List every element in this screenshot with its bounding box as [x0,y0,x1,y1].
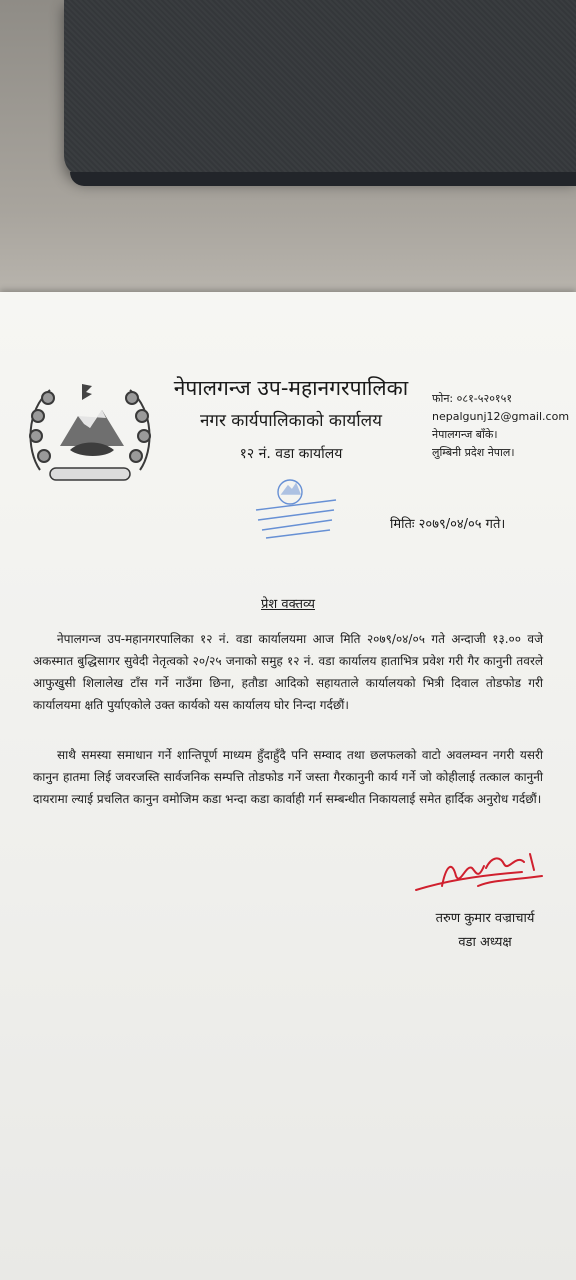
contact-block [432,390,572,462]
nepal-emblem-icon [20,370,160,498]
press-release-document [0,292,576,1280]
contact-email: nepalgunj12@gmail.com [432,410,570,423]
issue-date: मितिः २०७९/०४/०५ गते। [390,517,506,532]
handwritten-signature-icon [412,846,552,898]
paragraph-1: नेपालगन्ज उप-महानगरपालिका १२ नं. वडा कार्यालयमा आज मिति २०७९/०४/०५ गते अन्दाजी १३.०० वजे अकस्मात बुद्धिसागर सुवेदी नेतृत्वको २०/२५ जनाको समुह १२ नं. वडा कार्यालय हाताभित्र प्रवेश गरी गैर कानुनी तवरले आफुखुसी शिलालेख टाँस गर्ने नाउँमा छिना, हतौडा आदिको सहायताले कार्यालयको भित्री दिवाल तोडफोड गरी कार्यालयमा क्षति पुर्याएकोले उक्त कार्यको यस कार्यालय घोर निन्दा गर्दछौं। [33,632,543,712]
ward-office: १२ नं. वडा कार्यालय [239,446,343,462]
laptop-lid [64,0,576,178]
document-heading: प्रेश वक्तव्य [261,597,315,612]
contact-phone: फोन: ०८१-५२०१५१ [432,392,513,405]
contact-province: लुम्बिनी प्रदेश नेपाल। [432,446,515,459]
paragraph-2: साथै समस्या समाधान गर्ने शान्तिपूर्ण माध्यम हुँदाहुँदै पनि सम्वाद तथा छलफलको वाटो अवलम्वन नगरी यसरी कानुन हातमा लिई जवरजस्ति सार्वजनिक सम्पत्ति तोडफोड गर्ने जस्ता गैरकानुनी कार्य गर्ने जो कोहीलाई तत्काल कानुनी दायरामा ल्याई प्रचलित कानुन वमोजिम कडा भन्दा कडा कार्वाही गर्न सम्बन्धीत निकायलाई समेत हार्दिक अनुरोध गर्दछौं। [33,748,543,806]
office-stamp-icon [246,470,346,540]
signer-title: वडा अध्यक्ष [458,935,512,950]
signer-name: तरुण कुमार वज्राचार्य [435,911,535,926]
contact-city: नेपालगन्ज बाँके। [432,428,498,441]
office-name: नगर कार्यपालिकाको कार्यालय [199,411,383,431]
organization-name: नेपालगन्ज उप-महानगरपालिका [173,376,409,400]
laptop-edge [70,172,576,186]
